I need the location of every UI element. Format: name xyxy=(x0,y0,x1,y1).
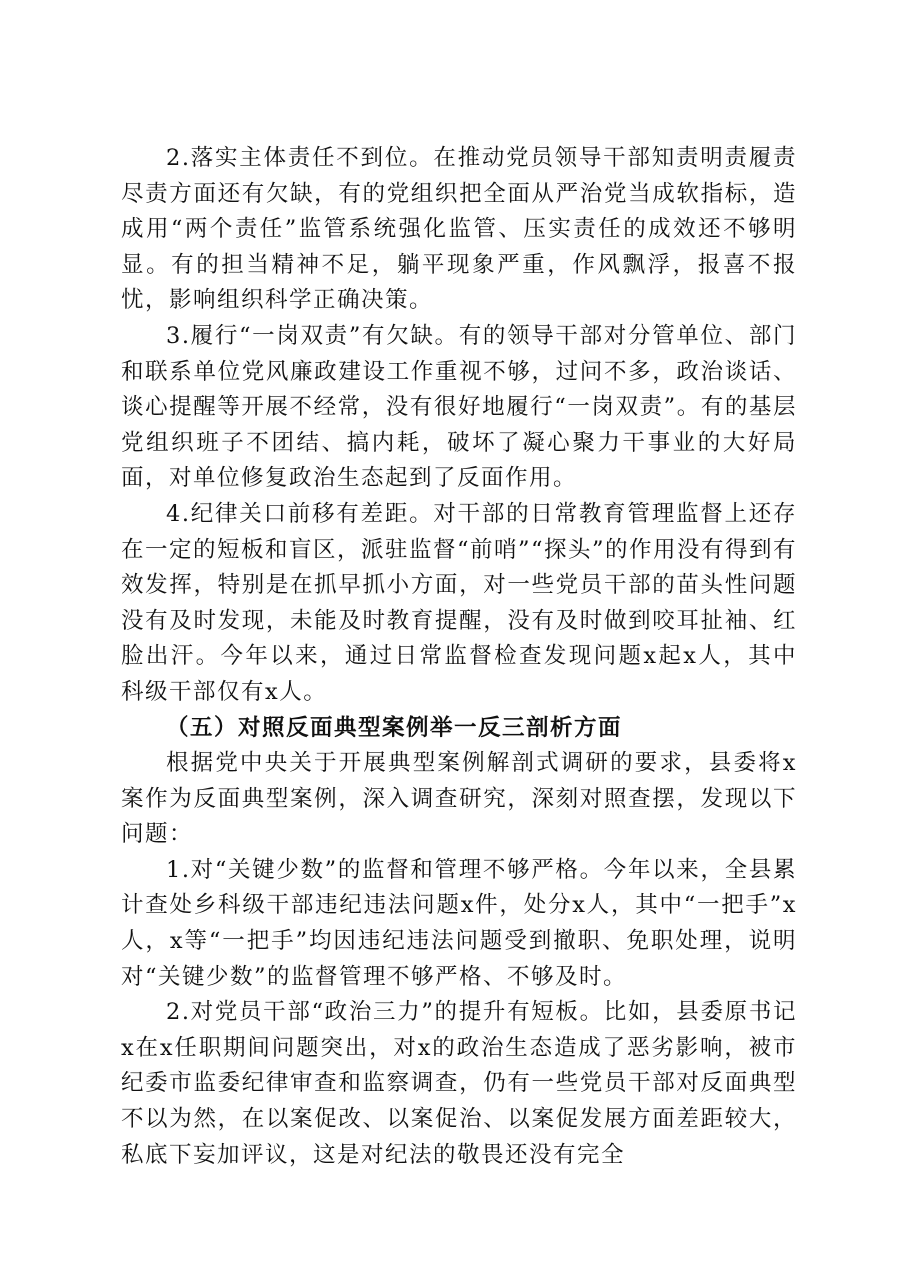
paragraph-item-2-responsibility: 2.落实主体责任不到位。在推动党员领导干部知责明责履责尽责方面还有欠缺，有的党组织把全面从严治党当成软指标，造成用“两个责任”监管系统强化监管、压实责任的成效还不够明显。有的担当精神不足，躺平现象严重，作风飘浮，报喜不报忧，影响组织科学正确决策。 xyxy=(121,145,797,314)
paragraph-item-2-political-capacity: 2.对党员干部“政治三力”的提升有短板。比如，县委原书记x在x任职期间问题突出，对x的政治生态造成了恶劣影响，被市纪委市监委纪律审查和监察调查，仍有一些党员干部对反面典型不以为然，在以案促改、以案促治、以案促发展方面差距较大，私底下妄加评议，这是对纪法的敬畏还没有完全 xyxy=(121,999,797,1168)
section-heading-5: （五）对照反面典型案例举一反三剖析方面 xyxy=(166,714,623,741)
paragraph-item-1-key-minority: 1.对“关键少数”的监督和管理不够严格。今年以来，全县累计查处乡科级干部违纪违法问题x件，处分x人，其中“一把手”x人，x等“一把手”均因违纪违法问题受到撤职、免职处理，说明对“关键少数”的监督管理不够严格、不够及时。 xyxy=(121,856,797,990)
document-body xyxy=(121,141,797,1173)
paragraph-section-intro: 根据党中央关于开展典型案例解剖式调研的要求，县委将x案作为反面典型案例，深入调查研究，深刻对照查摆，发现以下问题： xyxy=(121,750,797,848)
paragraph-item-3-dual-duty: 3.履行“一岗双责”有欠缺。有的领导干部对分管单位、部门和联系单位党风廉政建设工作重视不够，过问不多，政治谈话、谈心提醒等开展不经常，没有很好地履行“一岗双责”。有的基层党组织班子不团结、搞内耗，破坏了凝心聚力干事业的大好局面，对单位修复政治生态起到了反面作用。 xyxy=(121,322,797,492)
paragraph-item-4-discipline: 4.纪律关口前移有差距。对干部的日常教育管理监督上还存在一定的短板和盲区，派驻监督“前哨”“探头”的作用没有得到有效发挥，特别是在抓早抓小方面，对一些党员干部的苗头性问题没有及时发现，未能及时教育提醒，没有及时做到咬耳扯袖、红脸出汗。今年以来，通过日常监督检查发现问题x起x人，其中科级干部仅有x人。 xyxy=(121,500,798,705)
